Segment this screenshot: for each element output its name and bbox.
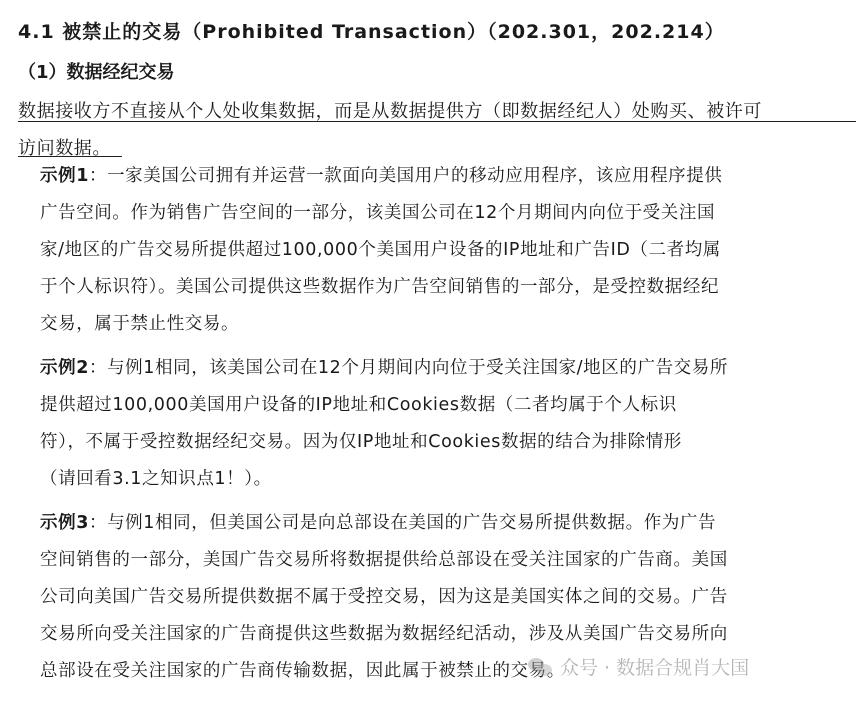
example-line: 空间销售的一部分，美国广告交易所将数据提供给总部设在受关注国家的广告商。美国 <box>40 550 728 570</box>
example-line: 总部设在受关注国家的广告商传输数据，因此属于被禁止的交易。 <box>40 661 565 681</box>
example-label: 示例1 <box>40 166 89 186</box>
example-line: ：与例1相同，该美国公司在12个月期间内向位于受关注国家/地区的广告交易所 <box>88 358 728 378</box>
example-label: 示例3 <box>40 513 89 533</box>
example-label: 示例2 <box>40 358 89 378</box>
section-subheading: （1）数据经纪交易 <box>18 62 175 83</box>
example-line: ：一家美国公司拥有并运营一款面向美国用户的移动应用程序，该应用程序提供 <box>88 166 723 186</box>
underline-rule <box>18 156 122 157</box>
example-2-paragraph <box>40 350 840 498</box>
example-line: 广告空间。作为销售广告空间的一部分，该美国公司在12个月期间内向位于受关注国 <box>40 203 716 223</box>
example-line: 符），不属于受控数据经纪交易。因为仅IP地址和Cookies数据的结合为排除情形 <box>40 432 682 452</box>
section-heading: 4.1 被禁止的交易（Prohibited Transaction）（202.301，202.214） <box>18 21 725 43</box>
example-line: 交易，属于禁止性交易。 <box>40 314 240 334</box>
wechat-icon <box>528 656 554 678</box>
example-line: 提供超过100,000美国用户设备的IP地址和Cookies数据（二者均属于个人标识 <box>40 395 677 415</box>
definition-line: 数据接收方不直接从个人处收集数据，而是从数据提供方（即数据经纪人）处购买、被许可 <box>18 101 762 122</box>
example-line: （请回看3.1之知识点1！）。 <box>40 469 272 489</box>
watermark <box>528 653 749 680</box>
example-line: 于个人标识符）。美国公司提供这些数据作为广告空间销售的一部分，是受控数据经纪 <box>40 277 720 297</box>
example-line: 公司向美国广告交易所提供数据不属于受控交易，因为这是美国实体之间的交易。广告 <box>40 587 728 607</box>
definition-line: 访问数据。 <box>18 138 111 159</box>
example-line: 家/地区的广告交易所提供超过100,000个美国用户设备的IP地址和广告ID（二者均属 <box>40 240 721 260</box>
example-line: ：与例1相同，但美国公司是向总部设在美国的广告交易所提供数据。作为广告 <box>88 513 717 533</box>
watermark-text: 众号 · 数据合规肖大国 <box>560 657 750 679</box>
underline-rule <box>18 121 856 122</box>
example-1-paragraph <box>40 158 840 343</box>
example-line: 交易所向受关注国家的广告商提供这些数据为数据经纪活动，涉及从美国广告交易所向 <box>40 624 728 644</box>
definition-paragraph <box>18 93 858 167</box>
